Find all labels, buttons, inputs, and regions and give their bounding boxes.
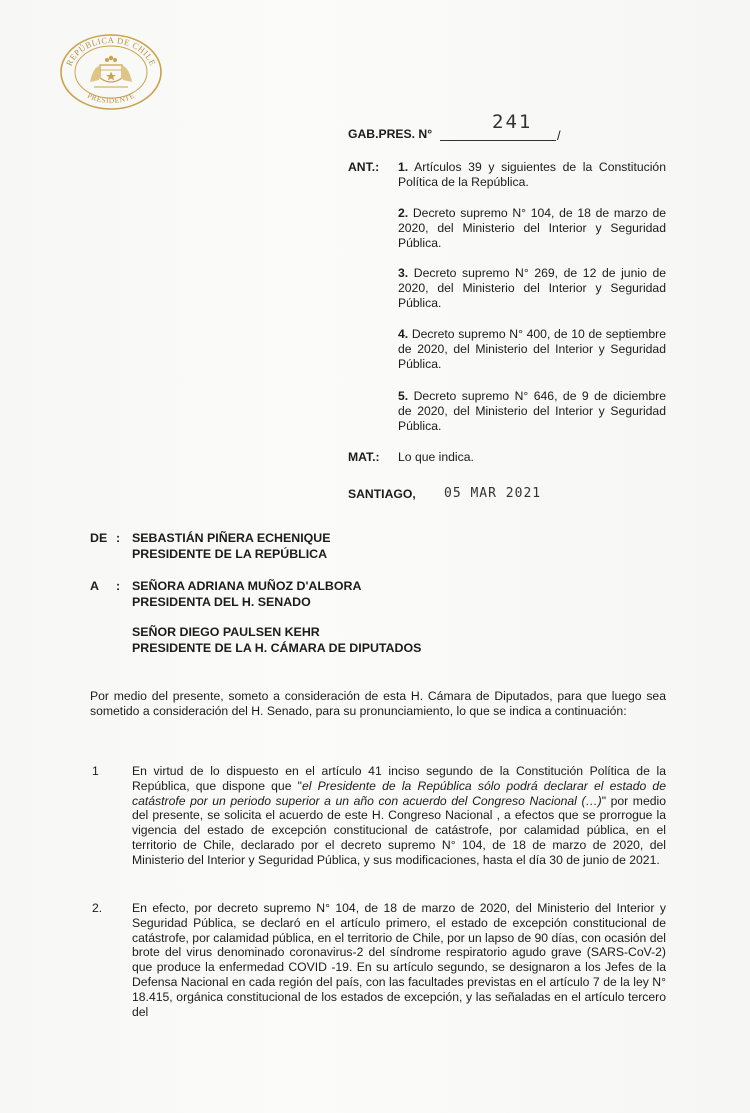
ant-label: ANT.: <box>348 160 380 174</box>
ant-item-text: Decreto supremo N° 269, de 12 de junio de 2020, del Ministerio del Interior y Seguridad Pública. <box>398 266 666 310</box>
a-name: SEÑORA ADRIANA MUÑOZ D'ALBORA <box>132 579 362 593</box>
a-title: PRESIDENTA DEL H. SENADO <box>132 594 311 609</box>
mat-text: Lo que indica. <box>398 450 474 464</box>
a2-name: SEÑOR DIEGO PAULSEN KEHR <box>132 625 320 639</box>
ant-item-num: 2. <box>398 206 409 220</box>
a-key: A <box>90 579 99 593</box>
gab-slash: / <box>557 128 561 143</box>
a-colon: : <box>116 579 121 593</box>
gab-pres-label: GAB.PRES. N° <box>348 127 433 141</box>
paragraph-1-before: En virtud de lo dispuesto en el artículo 41 inciso segundo de la Constitución Política de la República, que dispone que " <box>132 764 666 793</box>
recipient-block-2 <box>90 625 510 657</box>
de-title: PRESIDENTE DE LA REPÚBLICA <box>132 546 328 561</box>
seal-emblem-icon <box>58 32 164 112</box>
paragraph-number-2: 2. <box>92 901 103 915</box>
paragraph-1 <box>132 764 666 868</box>
intro-paragraph: Por medio del presente, someto a consideración de esta H. Cámara de Diputados, para que luego sea sometido a consideración del H. Senado, para su pronunciamiento, lo que se indica a continuación: <box>90 689 666 718</box>
ant-item-1 <box>398 160 666 190</box>
de-key: DE <box>90 531 108 545</box>
a2-title: PRESIDENTE DE LA H. CÁMARA DE DIPUTADOS <box>132 640 422 655</box>
ant-item-text: Decreto supremo N° 104, de 18 de marzo de 2020, del Ministerio del Interior y Seguridad Pública. <box>398 206 666 250</box>
ant-item-num: 5. <box>398 389 409 403</box>
paragraph-2: En efecto, por decreto supremo N° 104, de 18 de marzo de 2020, del Ministerio del Interior y Seguridad Pública, se declaró en el artículo primero, el estado de excepción constitucional de catástrofe, por calamidad pública, en el territorio de Chile, por un lapso de 90 días, con ocasión del brote del virus denominado coronavirus-2 del síndrome respiratorio agudo grave (SARS-CoV-2) que produce la enfermedad COVID -19. En su artículo segundo, se designaron a los Jefes de la Defensa Nacional en cada región del país, con las facultades previstas en el artículo 7 de la ley N° 18.415, orgánica constitucional de los estados de excepción, y las señaladas en el artículo tercero del <box>132 901 666 1019</box>
paragraph-1-quote: el Presidente de la República sólo podrá declarar el estado de catástrofe por un periodo superior a un año con acuerdo del Congreso Nacional (…) <box>132 778 666 808</box>
ant-item-2 <box>398 206 666 251</box>
ant-item-text: Decreto supremo N° 646, de 9 de diciembre de 2020, del Ministerio del Interior y Seguridad Pública. <box>398 389 666 433</box>
gab-underline <box>440 140 556 141</box>
paragraph-number-1: 1 <box>92 764 99 778</box>
ant-item-4 <box>398 327 666 372</box>
ant-item-num: 4. <box>398 327 409 341</box>
ant-item-num: 3. <box>398 266 409 280</box>
date-stamp: 05 MAR 2021 <box>444 486 542 501</box>
de-colon: : <box>116 531 121 545</box>
gab-pres-number: 241 <box>492 111 533 133</box>
sender-block <box>90 531 490 563</box>
svg-text:REPÚBLICA DE CHILE: REPÚBLICA DE CHILE <box>63 34 159 68</box>
ant-item-num: 1. <box>398 160 409 174</box>
mat-label: MAT.: <box>348 450 380 464</box>
svg-text:PRESIDENTE: PRESIDENTE <box>85 90 137 106</box>
ant-item-3 <box>398 266 666 311</box>
recipient-block-1 <box>90 579 490 611</box>
paragraph-1-after: " por medio del presente, se solicita el acuerdo de este H. Congreso Nacional , a efectos que se prorrogue la vigencia del estado de excepción constitucional de catástrofe, por calamidad pública, en el territorio de Chile, declarado por el decreto supremo N° 104, de 18 de marzo de 2020, del Ministerio del Interior y Seguridad Pública, y sus modificaciones, hasta el día 30 de junio de 2021. <box>132 793 666 867</box>
presidential-seal <box>58 32 164 112</box>
ant-item-text: Artículos 39 y siguientes de la Constitución Política de la República. <box>398 160 666 189</box>
santiago-label: SANTIAGO, <box>348 487 416 501</box>
de-name: SEBASTIÁN PIÑERA ECHENIQUE <box>132 531 331 545</box>
ant-item-text: Decreto supremo N° 400, de 10 de septiembre de 2020, del Ministerio del Interior y Seguridad Pública. <box>398 327 666 371</box>
ant-item-5 <box>398 389 666 434</box>
